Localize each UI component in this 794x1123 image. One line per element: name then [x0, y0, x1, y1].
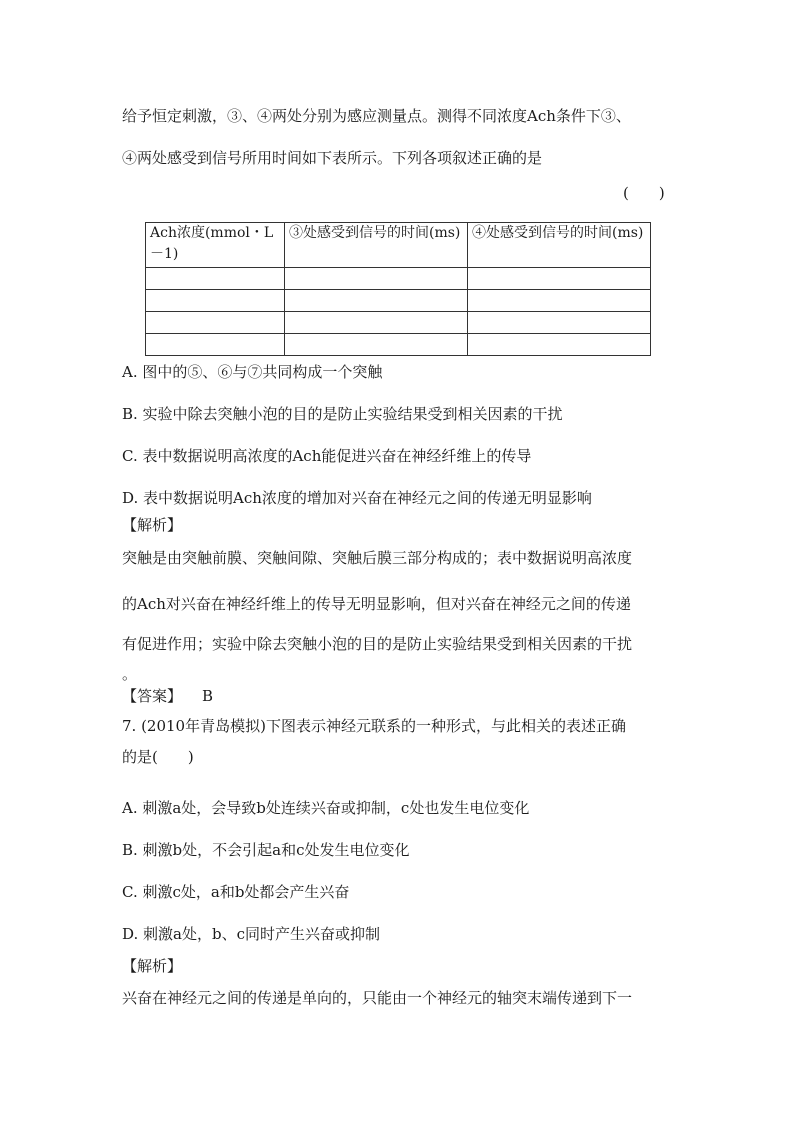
q6-analysis-line-4: 。 [122, 665, 138, 683]
q6-answer-value: B [202, 687, 214, 705]
table-cell [285, 312, 468, 334]
q7-stem-line-1: 7. (2010年青岛模拟)下图表示神经元联系的一种形式，与此相关的表述正确 [122, 717, 626, 735]
table-header-cell: ③处感受到信号的时间(ms) [285, 223, 468, 268]
q7-analysis-label: 【解析】 [122, 957, 183, 975]
table-cell [285, 268, 468, 290]
q7-option-a: A. 刺激a处，会导致b处连续兴奋或抑制，c处也发生电位变化 [122, 799, 530, 817]
table-row [146, 268, 651, 290]
q7-option-d: D. 刺激a处，b、c同时产生兴奋或抑制 [122, 925, 380, 943]
table-cell [146, 334, 285, 356]
q6-stem-line-2: ④两处感受到信号所用时间如下表所示。下列各项叙述正确的是 [122, 149, 543, 167]
q6-answer-row [122, 686, 213, 706]
q7-option-c: C. 刺激c处，a和b处都会产生兴奋 [122, 883, 350, 901]
q6-option-c: C. 表中数据说明高浓度的Ach能促进兴奋在神经纤维上的传导 [122, 447, 532, 465]
table-header-row [146, 223, 651, 268]
q7-option-b: B. 刺激b处，不会引起a和c处发生电位变化 [122, 841, 410, 859]
table-header-cell: ④处感受到信号的时间(ms) [468, 223, 651, 268]
table-cell [285, 290, 468, 312]
q7-stem-line-2: 的是( ) [122, 748, 194, 766]
table-header-cell: Ach浓度(mmol・L－1) [146, 223, 285, 268]
table-row [146, 312, 651, 334]
table-cell [468, 312, 651, 334]
q6-answer-label: 【答案】 [122, 687, 183, 705]
table-cell [468, 290, 651, 312]
table-cell [468, 334, 651, 356]
q6-analysis-line-3: 有促进作用；实验中除去突触小泡的目的是防止实验结果受到相关因素的干扰 [122, 635, 633, 653]
table-row [146, 290, 651, 312]
table-row [146, 334, 651, 356]
table-cell [285, 334, 468, 356]
q6-analysis-line-2: 的Ach对兴奋在神经纤维上的传导无明显影响，但对兴奋在神经元之间的传递 [122, 595, 631, 613]
q6-analysis-line-1: 突触是由突触前膜、突触间隙、突触后膜三部分构成的；表中数据说明高浓度 [122, 549, 633, 567]
q7-analysis-line-1: 兴奋在神经元之间的传递是单向的，只能由一个神经元的轴突末端传递到下一 [122, 989, 633, 1007]
q6-answer-paren: ( ) [623, 184, 665, 202]
q6-analysis-label: 【解析】 [122, 516, 183, 534]
table-cell [146, 312, 285, 334]
q6-option-b: B. 实验中除去突触小泡的目的是防止实验结果受到相关因素的干扰 [122, 405, 563, 423]
table-cell [146, 268, 285, 290]
ach-data-table [145, 222, 651, 356]
table-cell [468, 268, 651, 290]
table-cell [146, 290, 285, 312]
q6-option-d: D. 表中数据说明Ach浓度的增加对兴奋在神经元之间的传递无明显影响 [122, 489, 592, 507]
q6-option-a: A. 图中的⑤、⑥与⑦共同构成一个突触 [122, 363, 383, 381]
q6-stem-line-1: 给予恒定刺激，③、④两处分别为感应测量点。测得不同浓度Ach条件下③、 [122, 107, 631, 125]
